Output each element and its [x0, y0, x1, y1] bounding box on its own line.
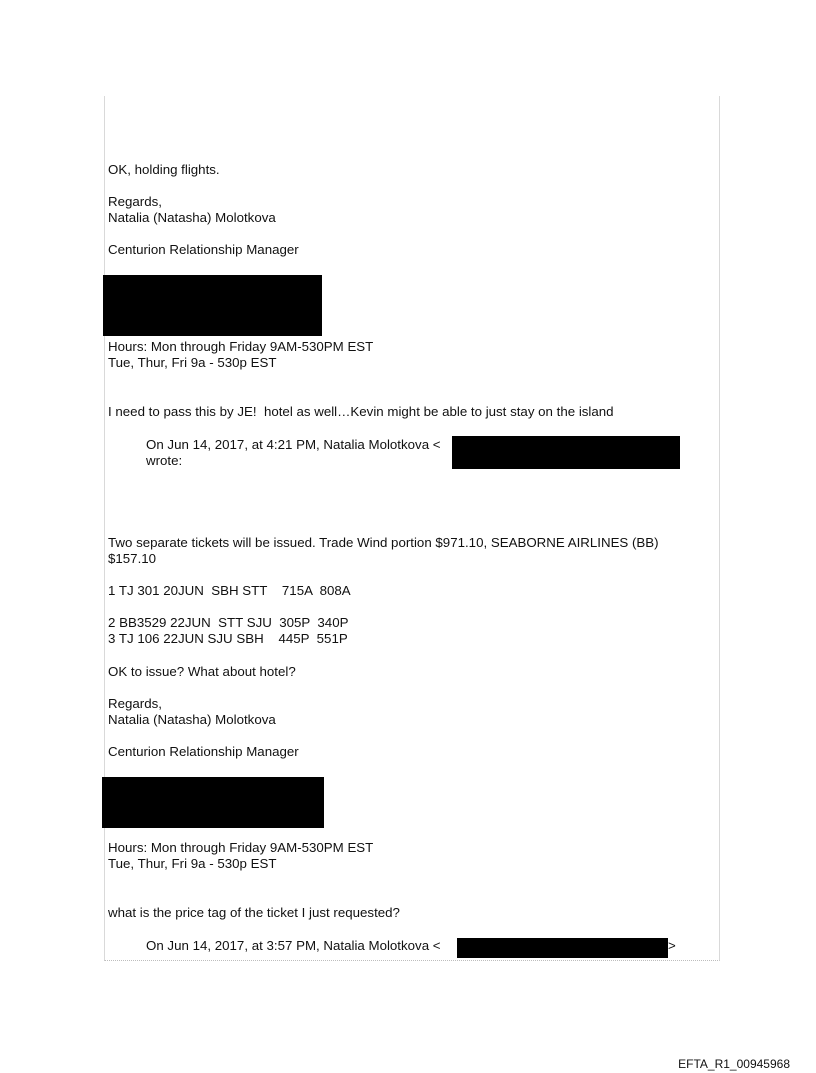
- quote-bracket: >: [668, 938, 676, 953]
- quote-header: On Jun 14, 2017, at 4:21 PM, Natalia Molotkova <: [146, 437, 441, 452]
- itinerary-line: 1 TJ 301 20JUN SBH STT 715A 808A: [108, 583, 351, 598]
- signature-name: Natalia (Natasha) Molotkova: [108, 712, 276, 727]
- signature-title: Centurion Relationship Manager: [108, 744, 299, 759]
- reply-text: OK, holding flights.: [108, 162, 220, 177]
- itinerary-line: 3 TJ 106 22JUN SJU SBH 445P 551P: [108, 631, 348, 646]
- redaction-email: [452, 436, 680, 469]
- message-text: I need to pass this by JE! hotel as well…Kevin might be able to just stay on the island: [108, 404, 614, 419]
- signature-regards: Regards,: [108, 194, 162, 209]
- quote-wrote: wrote:: [146, 453, 183, 468]
- signature-hours: Hours: Mon through Friday 9AM-530PM EST: [108, 339, 374, 354]
- signature-hours-alt: Tue, Thur, Fri 9a - 530p EST: [108, 856, 277, 871]
- signature-name: Natalia (Natasha) Molotkova: [108, 210, 276, 225]
- message-tickets-price: $157.10: [108, 551, 157, 566]
- message-tickets-line: Two separate tickets will be issued. Trade Wind portion $971.10, SEABORNE AIRLINES (BB): [108, 535, 659, 550]
- itinerary-line: 2 BB3529 22JUN STT SJU 305P 340P: [108, 615, 349, 630]
- redaction-email: [457, 938, 668, 958]
- message-text: what is the price tag of the ticket I just requested?: [108, 905, 400, 920]
- signature-hours-alt: Tue, Thur, Fri 9a - 530p EST: [108, 355, 277, 370]
- redaction-block: [103, 275, 322, 336]
- document-id: EFTA_R1_00945968: [678, 1057, 790, 1071]
- signature-hours: Hours: Mon through Friday 9AM-530PM EST: [108, 840, 374, 855]
- message-question: OK to issue? What about hotel?: [108, 664, 296, 679]
- redaction-block: [102, 777, 324, 828]
- signature-regards: Regards,: [108, 696, 162, 711]
- quote-header: On Jun 14, 2017, at 3:57 PM, Natalia Molotkova <: [146, 938, 441, 953]
- signature-title: Centurion Relationship Manager: [108, 242, 299, 257]
